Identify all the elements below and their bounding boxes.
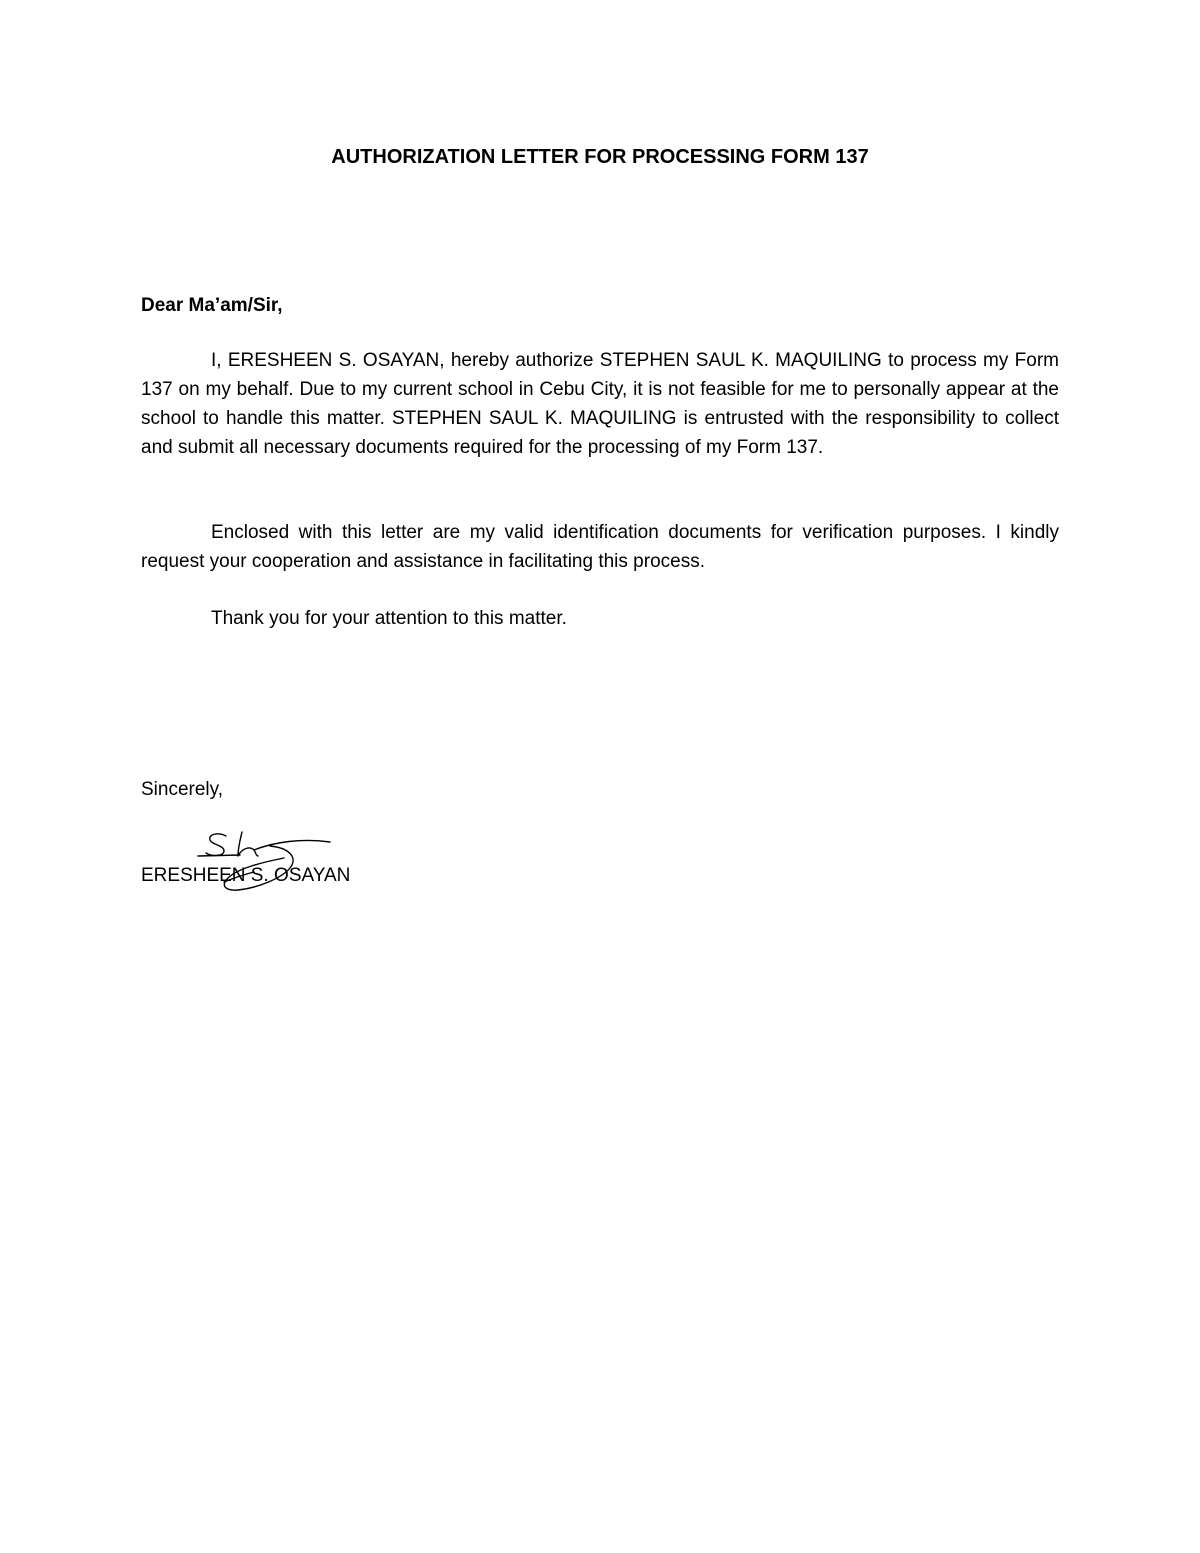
salutation: Dear Ma’am/Sir, xyxy=(141,295,283,316)
body-paragraph-enclosure: Enclosed with this letter are my valid identification documents for verification purposes. I kindly request your cooperation and assistance in facilitating this process. xyxy=(141,522,1059,572)
body-paragraph-authorization: I, ERESHEEN S. OSAYAN, hereby authorize STEPHEN SAUL K. MAQUILING to process my Form 137 on my behalf. Due to my current school in Cebu City, it is not feasible for me to personally appear at the school to handle this matter. STEPHEN SAUL K. MAQUILING is entrusted with the responsibility to collect and submit all necessary documents required for the processing of my Form 137. xyxy=(141,350,1059,458)
signer-name: ERESHEEN S. OSAYAN xyxy=(141,865,351,886)
body-paragraph-thanks: Thank you for your attention to this matter. xyxy=(211,608,567,629)
closing: Sincerely, xyxy=(141,779,224,800)
letter-title: AUTHORIZATION LETTER FOR PROCESSING FORM 137 xyxy=(331,146,869,168)
handwritten-signature xyxy=(194,828,338,892)
